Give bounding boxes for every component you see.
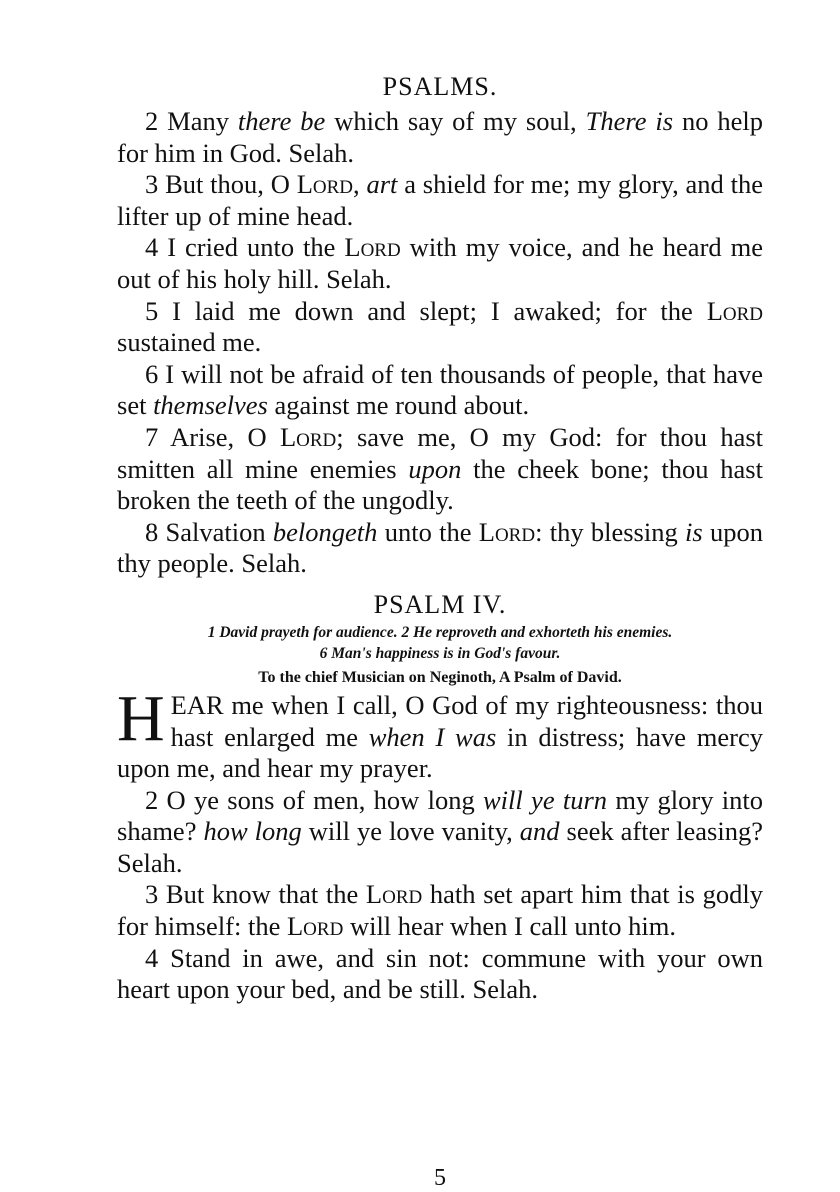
verse-3-4: 4 I cried unto the Lord with my voice, and he heard me out of his holy hill. Selah. <box>117 232 763 294</box>
verse-4-3: 3 But know that the Lord hath set apart him that is godly for himself: the Lord will hear when I call unto him. <box>117 879 763 942</box>
verse-3-8: 8 Salvation belongeth unto the Lord: thy blessing is upon thy people. Selah. <box>117 516 763 579</box>
page <box>117 70 764 1191</box>
superscription: To the chief Musician on Neginoth, A Psalm of David. <box>258 668 622 686</box>
verse-3-7: 7 Arise, O Lord; save me, O my God: for thou hast smitten all mine enemies upon the cheek bone; thou hast broken the teeth of the ungodly. <box>117 421 764 516</box>
verse-4-2: 2 O ye sons of men, how long will ye turn my glory into shame? how long will ye love vanity, and seek after leasing? Selah. <box>117 784 763 878</box>
synopsis-line-2: 6 Man's happiness is in God's favour. <box>319 644 561 662</box>
verse-3-6: 6 I will not be afraid of ten thousands of people, that have set themselves against me round about. <box>117 358 763 421</box>
verse-4-4: 4 Stand in awe, and sin not: commune with your own heart upon your bed, and be still. Selah. <box>117 942 763 1005</box>
psalm-heading: PSALM IV. <box>373 589 507 619</box>
running-head: PSALMS. <box>382 72 498 101</box>
verse-3-2: 2 Many there be which say of my soul, There is no help for him in God. Selah. <box>117 106 763 168</box>
verse-4-1: HEAR me when I call, O God of my righteousness: thou hast enlarged me when I was in distress; have mercy upon me, and hear my prayer. <box>117 681 763 784</box>
verse-3-3: 3 But thou, O Lord, art a shield for me; my glory, and the lifter up of mine head. <box>117 169 764 231</box>
synopsis-line-1: 1 David prayeth for audience. 2 He reproveth and exhorteth his enemies. <box>207 623 673 641</box>
page-number: 5 <box>434 1165 446 1191</box>
verse-3-5: 5 I laid me down and slept; I awaked; for the Lord sustained me. <box>117 295 763 358</box>
drop-cap: H <box>117 681 165 755</box>
